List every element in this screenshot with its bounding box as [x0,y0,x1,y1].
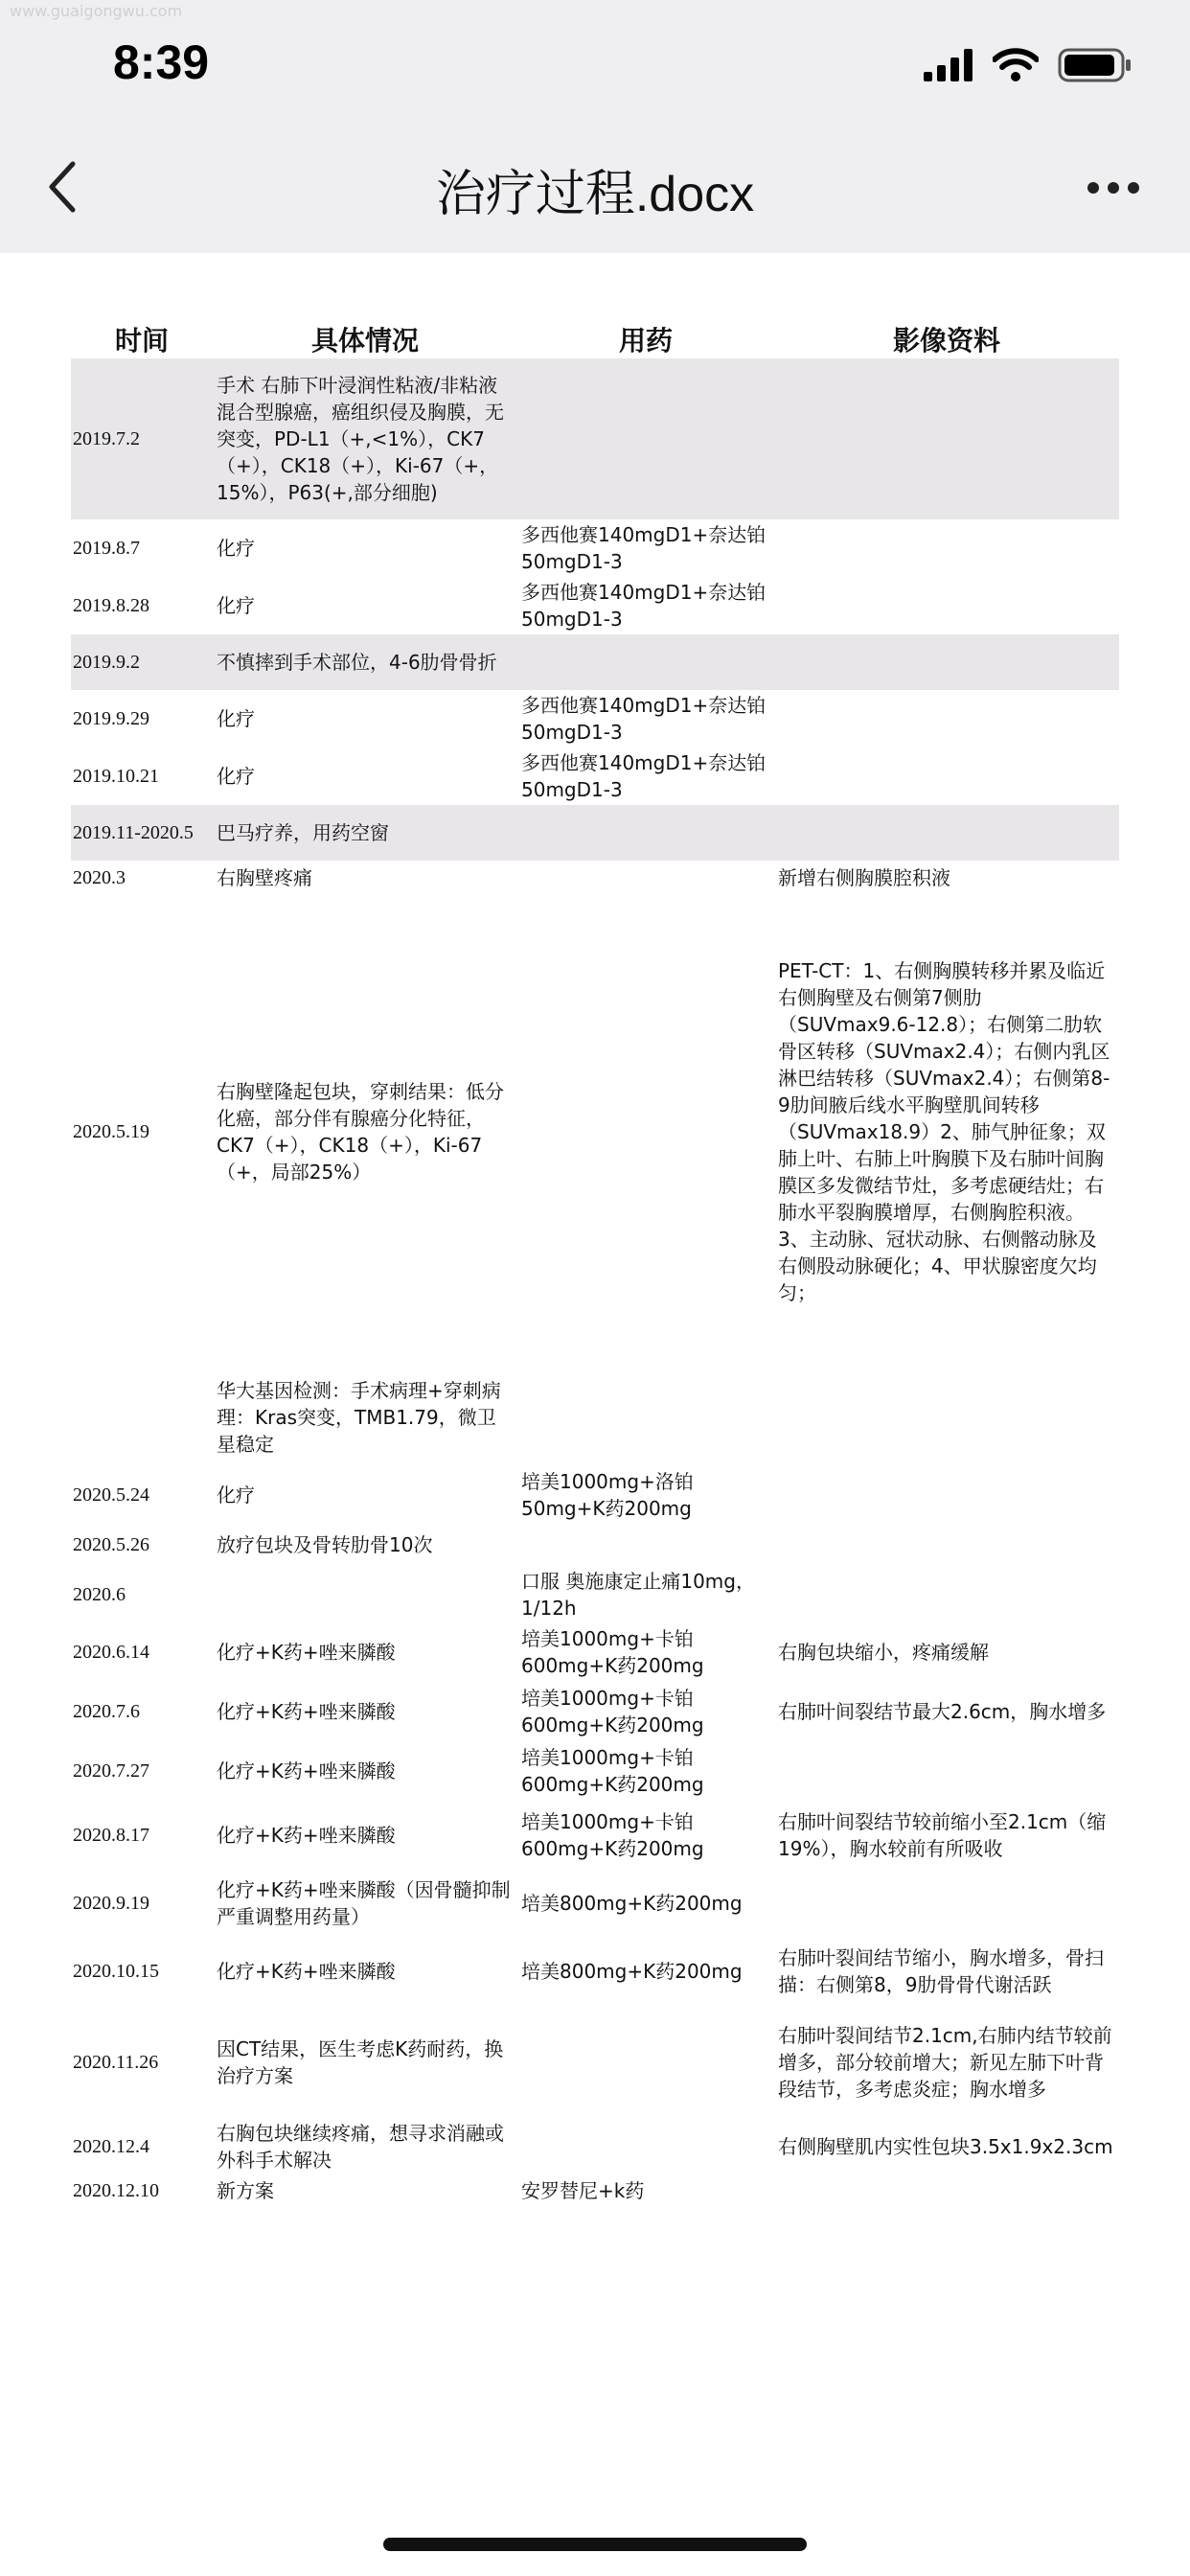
cell-date: 2020.10.15 [73,1961,159,1982]
treatment-table [71,316,1119,2206]
table-row [71,1742,1119,1800]
table-row [71,2118,1119,2175]
cell-imaging [774,634,1119,690]
table-row [71,2007,1119,2118]
cell-date: 2020.12.4 [73,2136,149,2157]
battery-icon [1058,48,1133,82]
cell-imaging [774,1871,1119,1936]
cell-date: 2020.6.14 [73,1642,149,1663]
cell-detail: 化疗+K药+唑来膦酸 [217,1641,396,1664]
cell-medication: 多西他赛140mgD1+奈达铂50mgD1-3 [521,581,767,631]
table-row [71,748,1119,805]
cell-medication: 多西他赛140mgD1+奈达铂50mgD1-3 [521,523,767,573]
table-row [71,358,1119,519]
cell-medication: 多西他赛140mgD1+奈达铂50mgD1-3 [521,751,767,801]
cell-detail: 放疗包块及骨转肋骨10次 [217,1533,433,1556]
table-row [71,519,1119,577]
cell-detail: 化疗 [217,537,255,560]
cellular-signal-icon [924,49,973,81]
status-time: 8:39 [113,35,210,89]
cell-imaging [774,1742,1119,1800]
cell-detail: 化疗 [217,765,255,788]
more-button[interactable] [1085,171,1142,205]
cell-date: 2019.11-2020.5 [71,805,213,861]
cell-medication [517,358,774,519]
cell-imaging: 右侧胸壁肌内实性包块3.5x1.9x2.3cm [778,2135,1113,2158]
wifi-icon [993,48,1039,82]
cell-detail: 化疗 [217,594,255,617]
table-row [71,1936,1119,2007]
cell-imaging [774,1566,1119,1623]
cell-medication [517,1368,774,1466]
header-detail: 具体情况 [310,325,419,356]
cell-detail: 右胸壁隆起包块，穿刺结果：低分化癌，部分伴有腺癌分化特征，CK7（+），CK18（+），Ki-67（+，局部25%） [217,1080,504,1184]
cell-imaging: 右胸包块缩小，疼痛缓解 [778,1641,989,1664]
cell-medication [517,861,774,895]
table-row [71,1466,1119,1524]
cell-detail: 不慎摔到手术部位，4-6肋骨骨折 [213,634,517,690]
cell-detail: 巴马疗养，用药空窗 [213,805,517,861]
cell-detail: 化疗+K药+唑来膦酸（因骨髓抑制严重调整用药量） [217,1878,511,1928]
cell-detail: 化疗 [217,707,255,730]
table-row [71,805,1119,861]
document-body[interactable] [71,316,1119,2206]
table-row [71,690,1119,748]
cell-date: 2020.3 [73,867,126,888]
cell-medication: 安罗替尼+k药 [521,2179,645,2202]
cell-detail: 华大基因检测：手术病理+穿刺病理：Kras突变，TMB1.79，微卫星稳定 [217,1379,501,1456]
header-time: 时间 [114,325,169,356]
cell-medication: 多西他赛140mgD1+奈达铂50mgD1-3 [521,694,767,744]
table-row [71,577,1119,634]
cell-detail: 化疗+K药+唑来膦酸 [217,1760,396,1782]
status-icons [924,46,1133,84]
cell-detail: 化疗+K药+唑来膦酸 [217,1700,396,1723]
cell-medication [517,634,774,690]
cell-medication [517,1524,774,1566]
cell-date: 2020.7.27 [73,1760,149,1782]
cell-imaging: 右肺叶间裂结节较前缩小至2.1cm（缩19%），胸水较前有所吸收 [778,1810,1107,1860]
cell-imaging [774,1466,1119,1524]
cell-medication: 培美1000mg+卡铂600mg+K药200mg [521,1746,704,1796]
table-row [71,861,1119,895]
cell-imaging [774,2175,1119,2206]
cell-date: 2020.11.26 [73,2052,159,2073]
cell-imaging: 新增右侧胸膜腔积液 [778,866,950,889]
cell-medication: 培美1000mg+洛铂50mg+K药200mg [521,1470,694,1520]
cell-imaging: 右肺叶间裂结节最大2.6cm，胸水增多 [778,1700,1107,1723]
cell-medication: 培美1000mg+卡铂600mg+K药200mg [521,1687,704,1736]
cell-medication: 培美1000mg+卡铂600mg+K药200mg [521,1627,704,1677]
cell-imaging: 右肺叶裂间结节2.1cm,右肺内结节较前增多，部分较前增大；新见左肺下叶背段结节，多考虑炎症；胸水增多 [778,2024,1112,2101]
cell-date: 2019.9.29 [73,708,149,729]
cell-detail: 右胸壁疼痛 [217,866,312,889]
cell-imaging [774,519,1119,577]
cell-detail: 因CT结果，医生考虑K药耐药，换治疗方案 [217,2037,504,2087]
table-row [71,1368,1119,1466]
cell-detail: 新方案 [217,2179,274,2202]
cell-imaging: 右肺叶裂间结节缩小，胸水增多，骨扫描：右侧第8，9肋骨骨代谢活跃 [778,1946,1104,1996]
cell-imaging [774,690,1119,748]
document-title: 治疗过程.docx [435,167,755,222]
cell-date: 2020.5.24 [73,1484,149,1506]
cell-date: 2020.9.19 [73,1893,149,1914]
cell-medication [517,895,774,1368]
ellipsis-icon [1087,181,1140,195]
cell-date: 2020.8.17 [73,1825,149,1846]
cell-medication [517,2007,774,2118]
table-row [71,1800,1119,1871]
top-bar [0,0,1190,253]
cell-date: 2019.8.7 [73,538,140,559]
cell-imaging [774,1368,1119,1466]
table-row [71,1524,1119,1566]
cell-date: 2020.7.6 [73,1701,140,1722]
cell-date: 2020.6 [73,1584,126,1605]
cell-imaging: PET-CT：1、右侧胸膜转移并累及临近右侧胸壁及右侧第7侧肋（SUVmax9.6-12.8）；右侧第二肋软骨区转移（SUVmax2.4）；右侧内乳区淋巴结转移（SUVmax2.4）；右侧第8-9肋间腋后线水平胸壁肌间转移（SUVmax18.9）2、肺气肿征象；双肺上叶、右肺上叶胸膜下及右肺叶间胸膜区多发微结节灶，多考虑硬结灶；右肺水平裂胸膜增厚，右侧胸腔积液。3、主动脉、冠状动脉、右侧髂动脉及右侧股动脉硬化；4、甲状腺密度欠均匀； [778,959,1110,1304]
cell-imaging [774,1524,1119,1566]
cell-detail: 右胸包块继续疼痛，想寻求消融或外科手术解决 [217,2122,504,2172]
cell-detail: 化疗+K药+唑来膦酸 [217,1824,396,1847]
cell-date: 2019.7.2 [71,358,213,519]
home-indicator[interactable] [383,2538,807,2551]
table-row [71,2175,1119,2206]
cell-date: 2020.5.19 [73,1121,149,1142]
cell-date: 2019.8.28 [73,595,149,616]
cell-imaging [774,748,1119,805]
table-row [71,895,1119,1368]
table-row [71,1871,1119,1936]
cell-medication: 口服 奥施康定止痛10mg，1/12h [521,1570,755,1620]
cell-date: 2020.5.26 [73,1534,149,1555]
cell-date: 2019.9.2 [71,634,213,690]
cell-detail: 手术 右肺下叶浸润性粘液/非粘液混合型腺癌，癌组织侵及胸膜，无突变，PD-L1（+,<1%），CK7（+），CK18（+），Ki-67（+，15%），P63(+,部分细胞) [213,358,517,519]
table-row [71,1566,1119,1623]
watermark: www.guaigongwu.com [10,2,183,20]
cell-medication: 培美1000mg+卡铂600mg+K药200mg [521,1810,704,1860]
header-imaging: 影像资料 [892,325,1000,356]
cell-imaging [774,577,1119,634]
header-medication: 用药 [618,325,673,356]
cell-detail [213,1566,517,1623]
table-row [71,1623,1119,1681]
cell-detail: 化疗+K药+唑来膦酸 [217,1960,396,1983]
cell-imaging [774,358,1119,519]
cell-medication [517,2118,774,2175]
cell-medication [517,805,774,861]
table-row [71,1681,1119,1742]
cell-detail: 化疗 [217,1484,255,1506]
cell-date: 2020.12.10 [73,2180,159,2201]
cell-imaging [774,805,1119,861]
cell-date [71,1368,213,1466]
cell-medication: 培美800mg+K药200mg [521,1960,743,1983]
table-header-row [71,316,1119,358]
table-row [71,634,1119,690]
cell-medication: 培美800mg+K药200mg [521,1892,743,1915]
cell-date: 2019.10.21 [73,766,159,787]
